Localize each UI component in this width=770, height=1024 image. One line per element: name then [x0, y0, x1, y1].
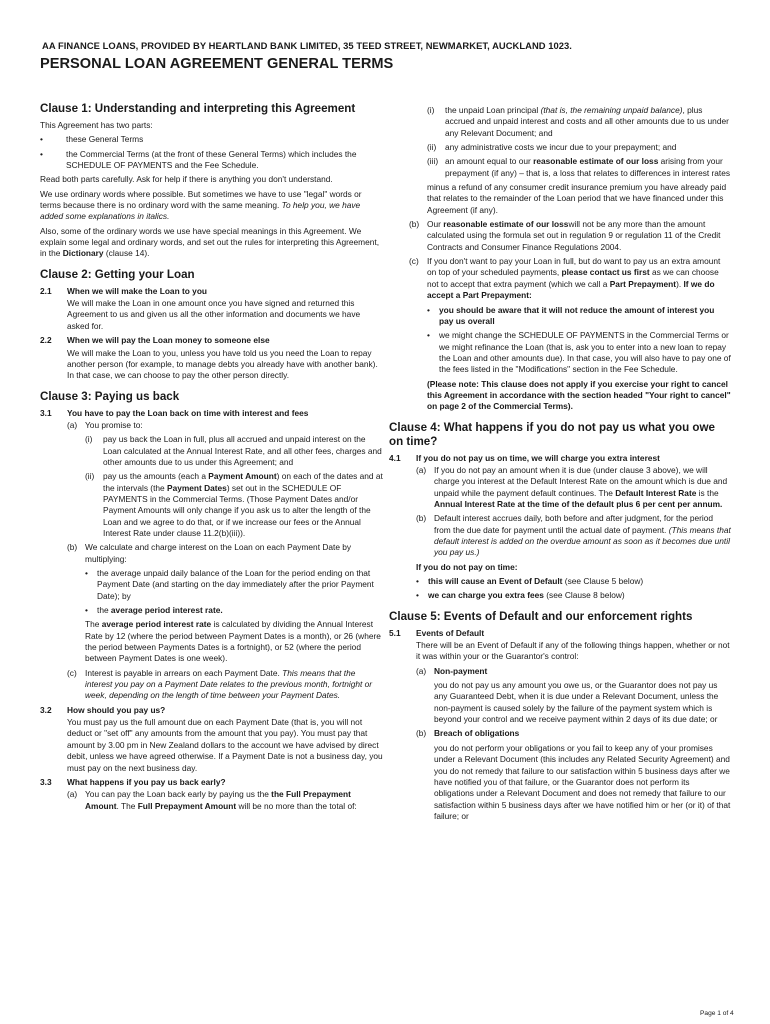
document-title: PERSONAL LOAN AGREEMENT GENERAL TERMS [40, 56, 394, 72]
paragraph: We will make the Loan to you, unless you have told us you need the Loan to repay another person (for example, to manage debts you already have with another bank). In that case, we can choose to pay the other person directly. [67, 347, 378, 381]
clause-2-heading: Clause 2: Getting your Loan [40, 267, 195, 281]
paragraph: you do not pay us any amount you owe us, or the Guarantor does not pay us any Guaranteed Debt, when it is due under a Relevant Document, unless the non-payment is caused solely by the failure of the payment system which is beyond your control and we receive payment within 2 days of its due date; or [434, 680, 719, 725]
lender-address-line: AA FINANCE LOANS, PROVIDED BY HEARTLAND BANK LIMITED, 35 TEED STREET, NEWMARKET, AUCKLAND 1023. [42, 40, 572, 51]
list-item: (c) Interest is payable in arrears on each Payment Date. This means that the interest you pay on a Payment Date relates to the previous month, fortnight or week, depending on the length of time between your Payment Dates. [67, 667, 373, 701]
clause-1-heading: Clause 1: Understanding and interpreting this Agreement [40, 102, 356, 115]
clause-4-heading: Clause 4: What happens if you do not pay us what you owe on time? [389, 420, 715, 448]
section-2-1: 2.1 When we will make the Loan to you [40, 285, 208, 296]
section-4-1: 4.1 If you do not pay us on time, we will charge you extra interest [389, 452, 660, 463]
list-item: (iii) an amount equal to our reasonable estimate of our loss arising from your prepayment (if any) – that is, a loss that relates to differences in interest rates [427, 156, 731, 178]
section-3-2: 3.2 How should you pay us? [40, 704, 166, 715]
section-2-2: 2.2 When we will pay the Loan money to someone else [40, 335, 270, 346]
list-item: (a) You can pay the Loan back early by paying us the the Full Prepayment Amount. The Full Prepayment Amount will be no more than the total of: [67, 789, 357, 811]
clause-1-intro: This Agreement has two parts: [40, 120, 153, 130]
page-number: Page 1 of 4 [700, 1010, 734, 1017]
bullet-icon: • [416, 576, 419, 587]
list-item: (a) If you do not pay an amount when it is due (under clause 3 above), we will charge you interest at the Default Interest Rate on the amount which is due and unpaid while the payment default continues. The Default Interest Rate is the Annual Interest Rate at the time of the default plus 6 per cent per annum. [416, 464, 728, 509]
paragraph: you do not perform your obligations or you fail to keep any of your promises under a Relevant Document (this includes any Related Security Agreement) and you do not remedy that failure to our satisfaction within 5 business days after we have notified you of that failure, or the Guarantor does not perform its obligations under a Relevant Document and does not remedy that failure to our satisfaction within 5 business days after we have notified him or her (or it) of that failure; or [434, 742, 731, 821]
list-item: (ii) pay us the amounts (each a Payment Amount) on each of the dates and at the intervals (the Payment Dates) set out in the SCHEDULE OF PAYMENTS in the Commercial Terms. (Those Payment Dates and/or Payment Amounts will only change if you ask us to alter the length of the Loan and we agree to do that, or if we increase our fees or the Annual Interest Rate under clause 11.2(b)(iii)). [85, 471, 383, 538]
list-item: (i) pay us back the Loan in full, plus all accrued and unpaid interest on the Loan calculated at the Annual Interest Rate, and all other fees, charges and other amounts due to us under this Agreement; and [85, 434, 382, 467]
bullet-icon: • [85, 568, 88, 578]
bullet-icon: • [427, 304, 430, 315]
list-item: • the Commercial Terms (at the front of these General Terms) which includes the SCHEDULE OF PAYMENTS and the Fee Schedule. [40, 148, 357, 171]
paragraph: We use ordinary words where possible. But sometimes we have to use "legal" words or terms because there is no ordinary word with the same meaning. To help you, we have added some explanations in italics. [40, 188, 362, 222]
list-item: • you should be aware that it will not reduce the amount of interest you pay us overall [427, 304, 715, 326]
list-item: • these General Terms [40, 134, 144, 145]
note: (Please note: This clause does not apply if you exercise your right to cancel this Agreement in accordance with the section headed "Your right to cancel" on page 2 of the Commercial Terms). [427, 378, 731, 412]
paragraph: You must pay us the full amount due on each Payment Date (that is, you will not deduct or "set off" any amounts from the amount that you pay). You must pay that amount by 3.00 pm in New Zealand dollars to the account we have advised by direct debit, unless we have agreed otherwise. If a Payment Date is not a business day, you must pay on the next business day. [67, 717, 383, 773]
clause-5-heading: Clause 5: Events of Default and our enforcement rights [389, 609, 693, 623]
bullet-icon: • [85, 605, 88, 616]
list-item: (a) You promise to: [67, 419, 143, 430]
paragraph: minus a refund of any consumer credit insurance premium you have already paid that relates to the remainder of the Loan period that we have financed under this Agreement (if any). [427, 182, 727, 215]
bullet-icon: • [40, 134, 43, 145]
list-item: • we might change the SCHEDULE OF PAYMENTS in the Commercial Terms or we might refinance the Loan (that is, ask you to enter into a new loan to repay the Loan and other amounts due). In that case, you will also have to pay one of the fees listed in the "Modifications" section in the Fee Schedule. [427, 330, 731, 375]
paragraph: Also, some of the ordinary words we use have special meanings in this Agreement. We explain some legal and ordinary words, and set out the rules for interpreting this Agreement, in the Dictionary (clause 14). [40, 225, 380, 259]
clause-3-heading: Clause 3: Paying us back [40, 389, 180, 403]
right-column [389, 104, 731, 825]
bullet-icon: • [40, 148, 43, 159]
list-item: • this will cause an Event of Default (see Clause 5 below) [416, 576, 644, 587]
list-item: (b) Our reasonable estimate of our losswill not be any more than the amount calculated using the formula set out in regulation 9 or regulation 11 of the Credit Contracts and Consumer Finance Regulations 2004. [409, 219, 721, 252]
bullet-icon: • [416, 590, 419, 601]
paragraph: Read both parts carefully. Ask for help if there is anything you don't understand. [40, 174, 333, 185]
list-item: (a) Non-payment [416, 665, 488, 676]
section-5-1: 5.1 Events of Default [389, 627, 485, 638]
paragraph: The average period interest rate is calculated by dividing the Annual Interest Rate by 12 (where the period between Payment Dates is a month), or 26 (where the period between Payments Dates is a fortnight), or 52 (where the period between Payment Dates is one week). [85, 619, 381, 664]
list-item: (b) We calculate and charge interest on the Loan on each Payment Date by multiplying: [67, 542, 352, 564]
paragraph: There will be an Event of Default if any of the following things happen, whether or not it was within your or the Guarantor's control: [416, 640, 730, 662]
list-item: (i) the unpaid Loan principal (that is, the remaining unpaid balance), plus accrued and unpaid interest and costs and all other amounts due to us under any Relevant Document; and [427, 105, 729, 138]
paragraph: We will make the Loan in one amount once you have signed and returned this Agreement to us and given us all the other information and documents we have asked for. [67, 298, 361, 331]
section-3-3: 3.3 What happens if you pay us back early? [40, 776, 226, 787]
list-item: • we can charge you extra fees (see Clause 8 below) [416, 590, 625, 601]
left-column [40, 102, 384, 815]
list-item: (ii) any administrative costs we incur due to your prepayment; and [427, 142, 677, 153]
list-item: (b) Default interest accrues daily, both before and after judgment, for the period from the due date for payment until the actual date of payment. (This means that default interest is added on the overdue amount as soon as it becomes due until you pay us.) [416, 513, 731, 558]
paragraph: If you do not pay on time: [416, 561, 518, 572]
list-item: • the average unpaid daily balance of the Loan for the period ending on that Payment Date (and starting on the day immediately after the prior Payment Date); by [85, 568, 374, 601]
list-item: (c) If you don't want to pay your Loan in full, but do want to pay us an extra amount on top of your scheduled payments, please contact us first as we can choose not to accept that extra payment (which we call a Part Prepayment). If we do accept a Part Prepayment: [409, 256, 721, 301]
bullet-icon: • [427, 330, 430, 341]
section-3-1: 3.1 You have to pay the Loan back on time with interest and fees [40, 407, 309, 418]
list-item: • the average period interest rate. [85, 605, 223, 616]
list-item: (b) Breach of obligations [416, 728, 520, 739]
